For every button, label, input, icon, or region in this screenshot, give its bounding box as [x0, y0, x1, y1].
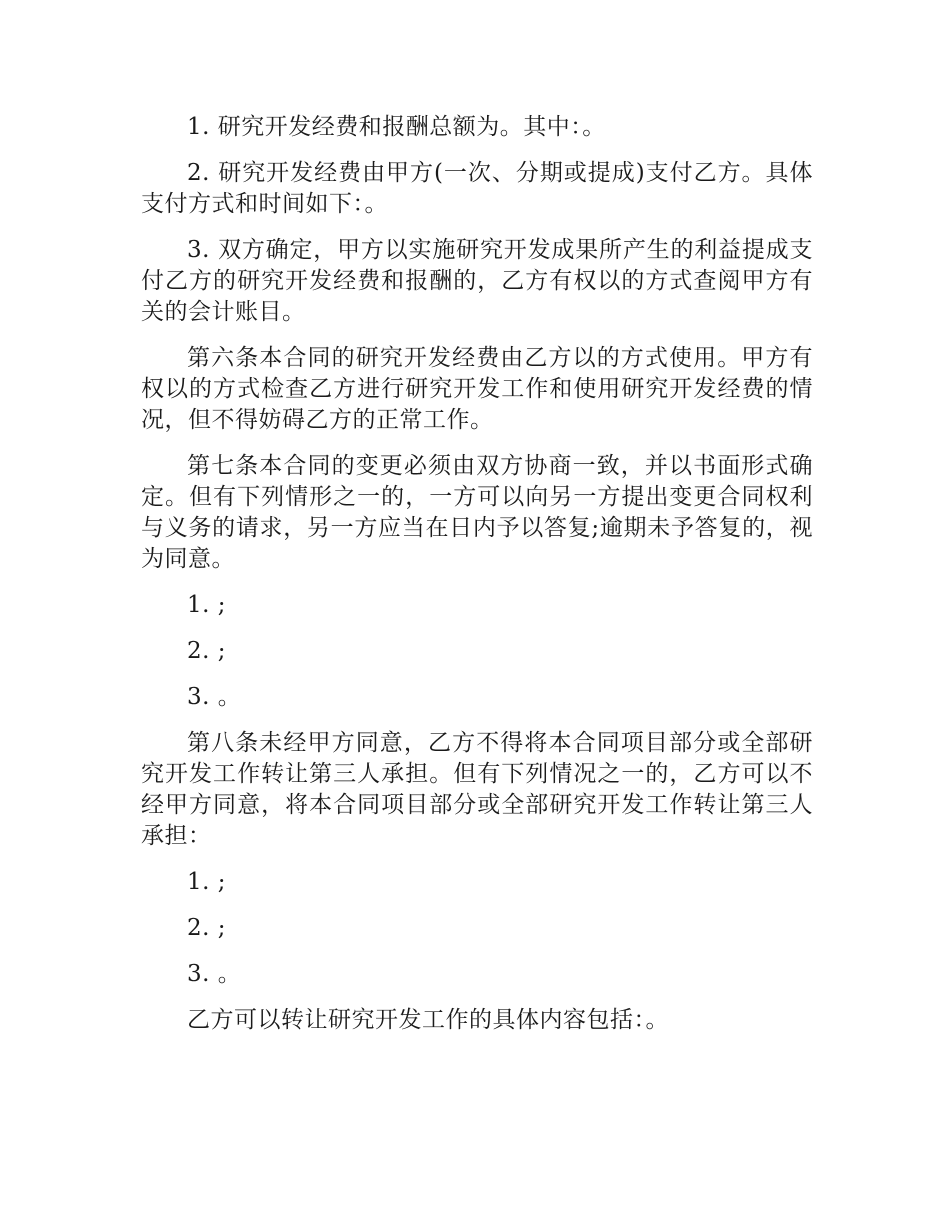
document-body [141, 112, 813, 1051]
list-item-article-8-3: 3. 。 [187, 961, 242, 987]
list-item-article-8-2: 2. ; [187, 915, 227, 941]
paragraph-accounting-access: 3. 双方确定，甲方以实施研究开发成果所产生的利益提成支付乙方的研究开发经费和报酬的，乙方有权以的方式查阅甲方有关的会计账目。 [141, 237, 813, 325]
list-item-article-8-1: 1. ; [187, 869, 227, 895]
paragraph-payment-total: 1. 研究开发经费和报酬总额为。其中：。 [187, 114, 606, 140]
list-item-article-7-3: 3. 。 [187, 684, 242, 710]
paragraph-article-6: 第六条本合同的研究开发经费由乙方以的方式使用。甲方有权以的方式检查乙方进行研究开发工作和使用研究开发经费的情况，但不得妨碍乙方的正常工作。 [141, 345, 813, 433]
list-item-article-7-2: 2. ; [187, 638, 227, 664]
paragraph-payment-method: 2. 研究开发经费由甲方(一次、分期或提成)支付乙方。具体支付方式和时间如下：。 [141, 160, 813, 217]
paragraph-article-8: 第八条未经甲方同意，乙方不得将本合同项目部分或全部研究开发工作转让第三人承担。但有下列情况之一的，乙方可以不经甲方同意，将本合同项目部分或全部研究开发工作转让第三人承担： [141, 730, 813, 849]
paragraph-article-7: 第七条本合同的变更必须由双方协商一致，并以书面形式确定。但有下列情形之一的，一方可以向另一方提出变更合同权利与义务的请求，另一方应当在日内予以答复;逾期未予答复的，视为同意。 [141, 453, 813, 572]
list-item-article-7-1: 1. ; [187, 592, 227, 618]
paragraph-transfer-content: 乙方可以转让研究开发工作的具体内容包括：。 [187, 1007, 669, 1033]
